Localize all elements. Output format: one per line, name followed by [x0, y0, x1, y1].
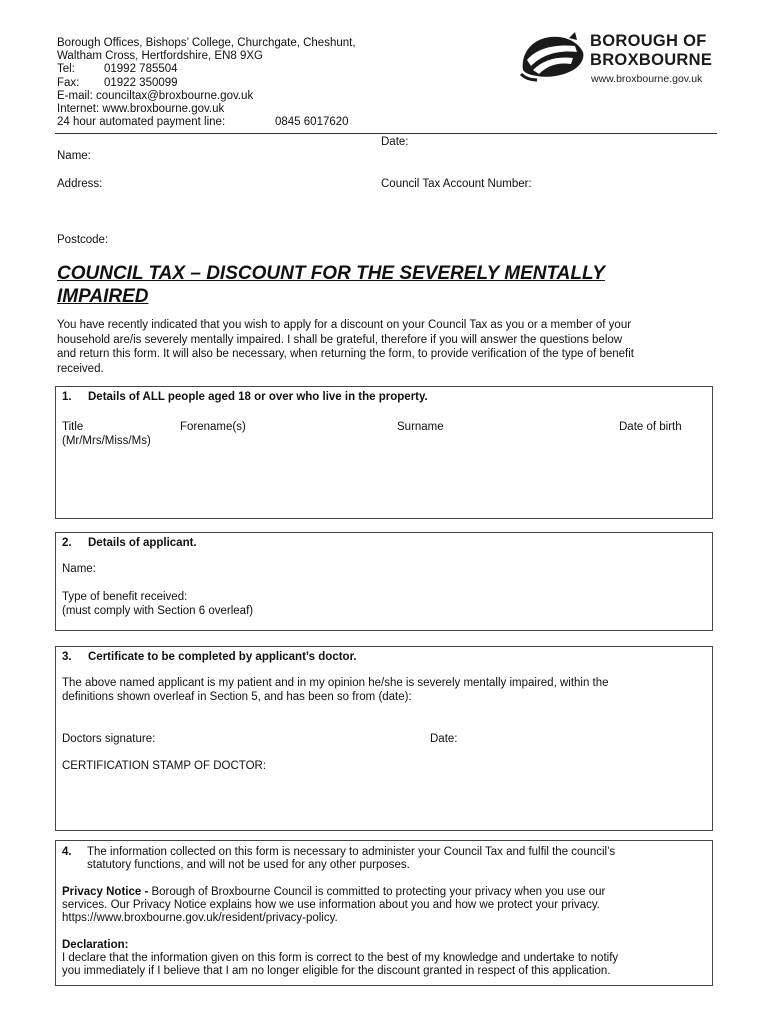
section-4-number: 4.: [62, 846, 72, 858]
data-use-line-2: statutory functions, and will not be used for any other purposes.: [87, 859, 410, 871]
address-field-label: Address:: [57, 178, 103, 190]
section-4-box: [55, 840, 713, 986]
section-2-heading-text: Details of applicant.: [88, 537, 197, 549]
section-2-box[interactable]: [55, 532, 713, 631]
section-1-box[interactable]: [55, 386, 713, 519]
intro-line: household are/is severely mentally impaired. I shall be grateful, therefore if you will answer the questions below: [57, 333, 623, 346]
date-field-label: Date:: [381, 136, 409, 148]
tel-label: Tel:: [57, 63, 75, 76]
address-line-1: Borough Offices, Bishops’ College, Churchgate, Cheshunt,: [57, 37, 356, 49]
account-number-label: Council Tax Account Number:: [381, 178, 532, 190]
email-value: counciltax@broxbourne.gov.uk: [95, 89, 254, 102]
logo-line-2: BROXBOURNE: [590, 51, 713, 69]
logo-line-1: BOROUGH OF: [590, 32, 707, 50]
header-divider: [55, 133, 717, 134]
council-contact-block: [57, 37, 356, 129]
section-1-heading-text: Details of ALL people aged 18 or over who live in the property.: [88, 391, 428, 403]
benefit-type-note: (must comply with Section 6 overleaf): [62, 605, 254, 617]
address-line-2: Waltham Cross, Hertfordshire, EN8 9XG: [57, 50, 263, 63]
applicant-name-label: Name:: [62, 563, 96, 575]
payment-line-row: [57, 116, 356, 129]
privacy-notice-line-2: services. Our Privacy Notice explains how we use information about you and how we protect your privacy.: [62, 899, 600, 911]
doctor-date-label: Date:: [430, 733, 458, 745]
borough-logo: [517, 30, 722, 86]
column-date-of-birth: Date of birth: [619, 421, 682, 433]
benefit-type-label: Type of benefit received:: [62, 591, 188, 603]
section-3-number: 3.: [62, 651, 72, 663]
certificate-text-line-1: The above named applicant is my patient and in my opinion he/she is severely mentally impaired, within the: [62, 677, 609, 689]
logo-wordmark: [590, 32, 712, 70]
internet-row: Internet: www.broxbourne.gov.uk: [57, 103, 225, 116]
certificate-text-line-2: definitions shown overleaf in Section 5, and has been so from (date):: [62, 691, 412, 703]
section-3-heading-text: Certificate to be completed by applicant’s doctor.: [88, 651, 357, 663]
intro-line: received.: [57, 362, 104, 375]
column-title: Title: [62, 421, 84, 433]
postcode-field-label: Postcode:: [57, 234, 109, 246]
certification-stamp-label: CERTIFICATION STAMP OF DOCTOR:: [62, 760, 267, 772]
fax-value: 01922 350099: [104, 76, 178, 89]
badger-icon: [517, 30, 587, 86]
data-use-line-1: The information collected on this form is necessary to administer your Council Tax and fulfil the council’s: [87, 846, 616, 858]
payment-line-number: 0845 6017620: [275, 116, 349, 129]
fax-label: Fax:: [57, 76, 80, 89]
section-1-number: 1.: [62, 391, 72, 403]
privacy-notice-line-1: [62, 886, 605, 900]
privacy-notice-text: Borough of Broxbourne Council is committed to protecting your privacy when you use our: [148, 886, 606, 898]
section-3-box[interactable]: [55, 646, 713, 831]
form-title-line-2: IMPAIRED: [57, 286, 149, 307]
section-1-heading: [62, 391, 428, 403]
fax-row: [57, 77, 356, 90]
form-title-line-1: COUNCIL TAX – DISCOUNT FOR THE SEVERELY MENTALLY: [57, 263, 605, 284]
declaration-line-1: I declare that the information given on this form is correct to the best of my knowledge and undertake to notify: [62, 952, 619, 964]
name-field-label: Name:: [57, 150, 91, 162]
email-row: [57, 90, 356, 103]
intro-line: and return this form. It will also be necessary, when returning the form, to provide verification of the type of benefit: [57, 348, 634, 360]
intro-line: You have recently indicated that you wish to apply for a discount on your Council Tax as you or a member of your: [57, 319, 632, 331]
form-title: [57, 262, 697, 308]
logo-url: www.broxbourne.gov.uk: [591, 73, 703, 85]
column-title-options: (Mr/Mrs/Miss/Ms): [62, 435, 151, 447]
declaration-label: Declaration:: [62, 939, 129, 951]
intro-paragraph: [57, 318, 717, 376]
payment-line-label: 24 hour automated payment line:: [57, 116, 226, 129]
column-forename: Forename(s): [180, 421, 246, 433]
column-surname: Surname: [397, 421, 444, 433]
section-2-number: 2.: [62, 537, 72, 549]
doctor-signature-label: Doctors signature:: [62, 733, 156, 745]
privacy-notice-label: Privacy Notice -: [62, 886, 149, 898]
email-label: E-mail:: [57, 89, 93, 102]
privacy-policy-link[interactable]: https://www.broxbourne.gov.uk/resident/privacy-policy.: [62, 912, 338, 924]
tel-value: 01992 785504: [104, 63, 178, 76]
section-3-heading: [62, 651, 357, 663]
section-2-heading: [62, 537, 197, 549]
telephone-row: [57, 63, 356, 76]
declaration-line-2: you immediately if I believe that I am no longer eligible for the discount granted in respect of this application.: [62, 965, 611, 977]
